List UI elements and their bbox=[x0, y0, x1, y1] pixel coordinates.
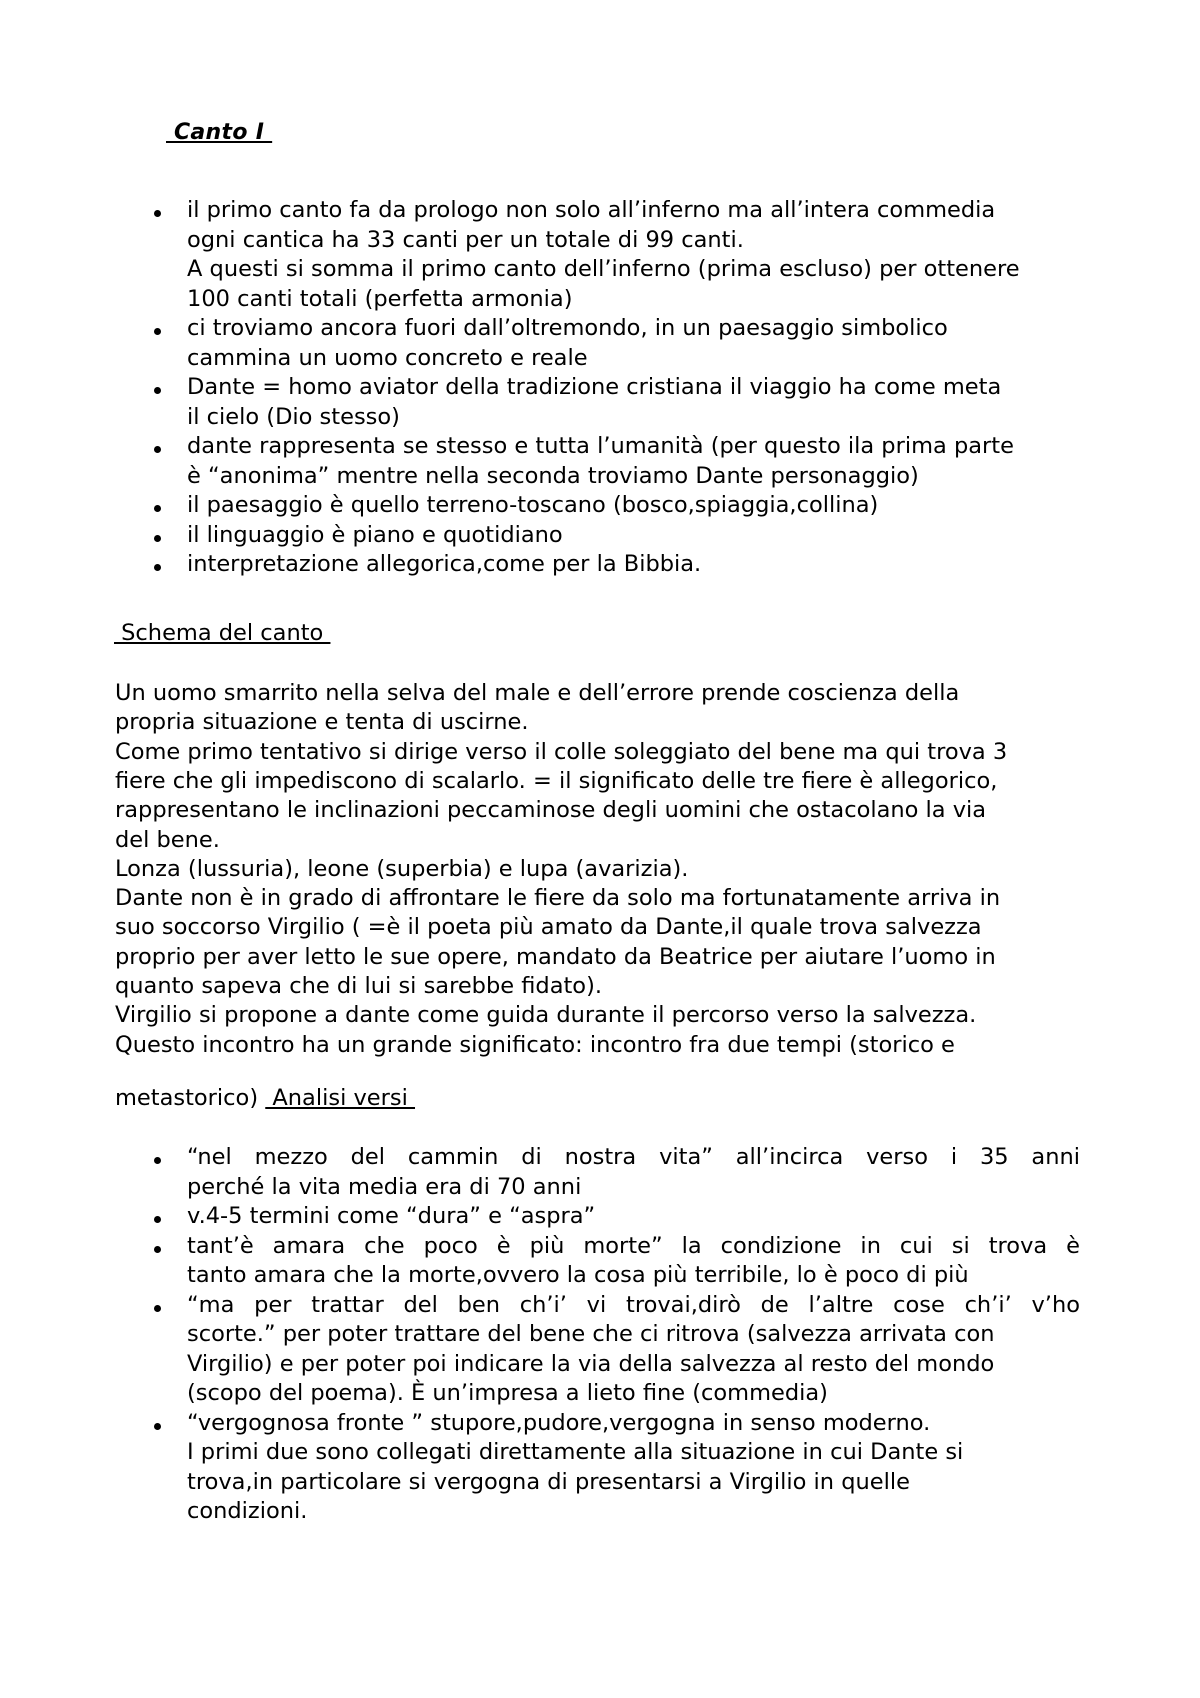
bullet-line: “nel mezzo del cammin di nostra vita” all’incirca verso i 35 anni bbox=[187, 1144, 1080, 1170]
bullet-line: cammina un uomo concreto e reale bbox=[187, 344, 588, 371]
paragraph-line: rappresentano le inclinazioni peccaminose degli uomini che ostacolano la via bbox=[115, 797, 987, 824]
analisi-prefix: metastorico) bbox=[115, 1085, 266, 1111]
paragraph-line: Lonza (lussuria), leone (superbia) e lupa (avarizia). bbox=[115, 855, 689, 882]
bullet-line: v.4-5 termini come “dura” e “aspra” bbox=[187, 1203, 596, 1229]
paragraph-line: quanto sapeva che di lui si sarebbe fidato). bbox=[115, 973, 603, 999]
bullet-line: il linguaggio è piano e quotidiano bbox=[187, 521, 563, 548]
paragraph-line: proprio per aver letto le sue opere, mandato da Beatrice per aiutare l’uomo in bbox=[115, 943, 996, 970]
bullet-line: “vergognosa fronte ” stupore,pudore,vergogna in senso moderno. bbox=[187, 1409, 931, 1436]
bullet-line: ogni cantica ha 33 canti per un totale di 99 canti. bbox=[187, 226, 744, 253]
bullet-line: Dante = homo aviator della tradizione cristiana il viaggio ha come meta bbox=[187, 374, 1002, 400]
bullet-dot bbox=[154, 1157, 161, 1164]
bullet-dot bbox=[154, 1305, 161, 1312]
paragraph-line: propria situazione e tenta di uscirne. bbox=[115, 709, 529, 736]
paragraph-line: Virgilio si propone a dante come guida durante il percorso verso la salvezza. bbox=[115, 1002, 977, 1029]
bullet-line: tanto amara che la morte,ovvero la cosa più terribile, lo è poco di più bbox=[187, 1262, 969, 1288]
schema-heading-text: Schema del canto bbox=[114, 620, 331, 646]
paragraph-line: fiere che gli impediscono di scalarlo. = il significato delle tre fiere è allegorico, bbox=[115, 767, 998, 794]
bullet-line: il paesaggio è quello terreno-toscano (bosco,spiaggia,collina) bbox=[187, 492, 879, 518]
bullet-line: tant’è amara che poco è più morte” la condizione in cui si trova è bbox=[187, 1232, 1080, 1259]
bullet-line: ci troviamo ancora fuori dall’oltremondo, in un paesaggio simbolico bbox=[187, 315, 948, 341]
bullet-line: Virgilio) e per poter poi indicare la via della salvezza al resto del mondo bbox=[187, 1350, 995, 1377]
bullet-line: condizioni. bbox=[187, 1498, 308, 1524]
bullet-dot bbox=[154, 1246, 161, 1253]
bullet-line: scorte.” per poter trattare del bene che ci ritrova (salvezza arrivata con bbox=[187, 1321, 995, 1347]
analisi-heading: Analisi versi bbox=[265, 1085, 416, 1111]
paragraph-line: Questo incontro ha un grande significato: incontro fra due tempi (storico e bbox=[115, 1031, 955, 1058]
bullet-dot bbox=[154, 1423, 161, 1430]
bullet-line: “ma per trattar del ben ch’i’ vi trovai,dirò de l’altre cose ch’i’ v’ho bbox=[187, 1291, 1080, 1318]
bullet-line: A questi si somma il primo canto dell’inferno (prima escluso) per ottenere bbox=[187, 256, 1020, 282]
bullet-line: (scopo del poema). È un’impresa a lieto fine (commedia) bbox=[187, 1380, 828, 1406]
paragraph-line: Dante non è in grado di affrontare le fiere da solo ma fortunatamente arriva in bbox=[115, 885, 1001, 912]
page-title: Canto I bbox=[166, 120, 273, 145]
bullet-line: interpretazione allegorica,come per la Bibbia. bbox=[187, 551, 702, 577]
paragraph-line: suo soccorso Virgilio ( =è il poeta più amato da Dante,il quale trova salvezza bbox=[115, 914, 982, 941]
paragraph-line: Un uomo smarrito nella selva del male e dell’errore prende coscienza della bbox=[115, 680, 960, 706]
bullet-line: dante rappresenta se stesso e tutta l’umanità (per questo ila prima parte bbox=[187, 433, 1014, 459]
bullet-line: perché la vita media era di 70 anni bbox=[187, 1173, 582, 1200]
bullet-line: il cielo (Dio stesso) bbox=[187, 403, 400, 430]
paragraph-line: Come primo tentativo si dirige verso il colle soleggiato del bene ma qui trova 3 bbox=[115, 738, 1008, 765]
bullet-line: il primo canto fa da prologo non solo all’inferno ma all’intera commedia bbox=[187, 197, 996, 223]
paragraph-line: del bene. bbox=[115, 826, 220, 853]
bullet-line: I primi due sono collegati direttamente alla situazione in cui Dante si bbox=[187, 1439, 964, 1465]
bullet-line: trova,in particolare si vergogna di presentarsi a Virgilio in quelle bbox=[187, 1468, 910, 1495]
bullet-line: è “anonima” mentre nella seconda troviamo Dante personaggio) bbox=[187, 462, 919, 489]
bullet-line: 100 canti totali (perfetta armonia) bbox=[187, 285, 573, 312]
bullet-dot bbox=[154, 1216, 161, 1223]
